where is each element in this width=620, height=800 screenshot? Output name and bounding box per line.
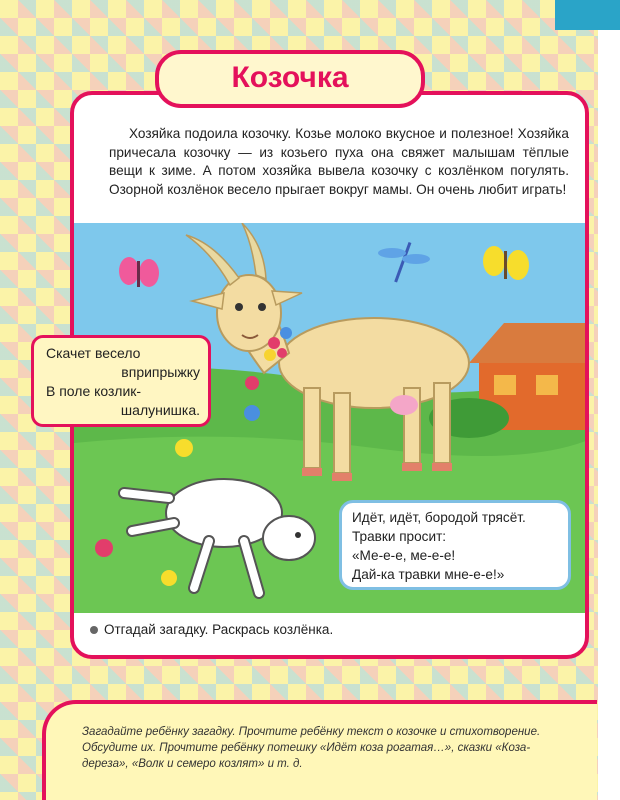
butterfly-pink (119, 257, 159, 287)
poem-right-line-4: Дай-ка травки мне-е-е!» (352, 567, 505, 582)
bullet-icon (90, 626, 98, 634)
poem-left-line-4: шалунишка. (120, 402, 200, 418)
butterfly-yellow (483, 246, 529, 280)
poem-left-line-3: В поле козлик- (46, 383, 142, 399)
task-text: Отгадай загадку. Раскрась козлёнка. (104, 622, 334, 637)
riddle-box-left (31, 335, 211, 427)
page-title: Козочка (231, 61, 349, 94)
page-corner-decoration (555, 0, 620, 30)
parent-note-text: Загадайте ребёнку загадку. Прочтите ребёнку текст о козочке и стихотворение. Обсудите их. Прочтите ребёнку потешку «Идёт коза рогатая…», сказки «Коза-дереза», «Волк и семеро козлят» и т. д. (82, 726, 541, 770)
story-text: Хозяйка подоила козочку. Козье молоко вкусное и полезное! Хозяйка причесала козочку — из козьего пуха она свяжет малышам тёплые вещи к зиме. А потом хозяйка вывела козочку с козлёнком погулять. Озорной козлёнок весело прыгает вокруг мамы. Он очень любит играть! (109, 126, 569, 197)
poem-right-line-3: «Ме-е-е, ме-е-е! (352, 548, 456, 563)
poem-left-line-2: вприпрыжку (121, 364, 200, 380)
title-tab (155, 50, 425, 108)
task-line (90, 622, 333, 637)
riddle-box-right (339, 500, 571, 590)
page-margin (598, 0, 620, 800)
poem-left-line-1: Скачет весело (46, 345, 141, 361)
poem-right-line-1: Идёт, идёт, бородой трясёт. (352, 510, 526, 525)
parent-note-box (42, 700, 597, 800)
poem-right-line-2: Травки просит: (352, 529, 447, 544)
